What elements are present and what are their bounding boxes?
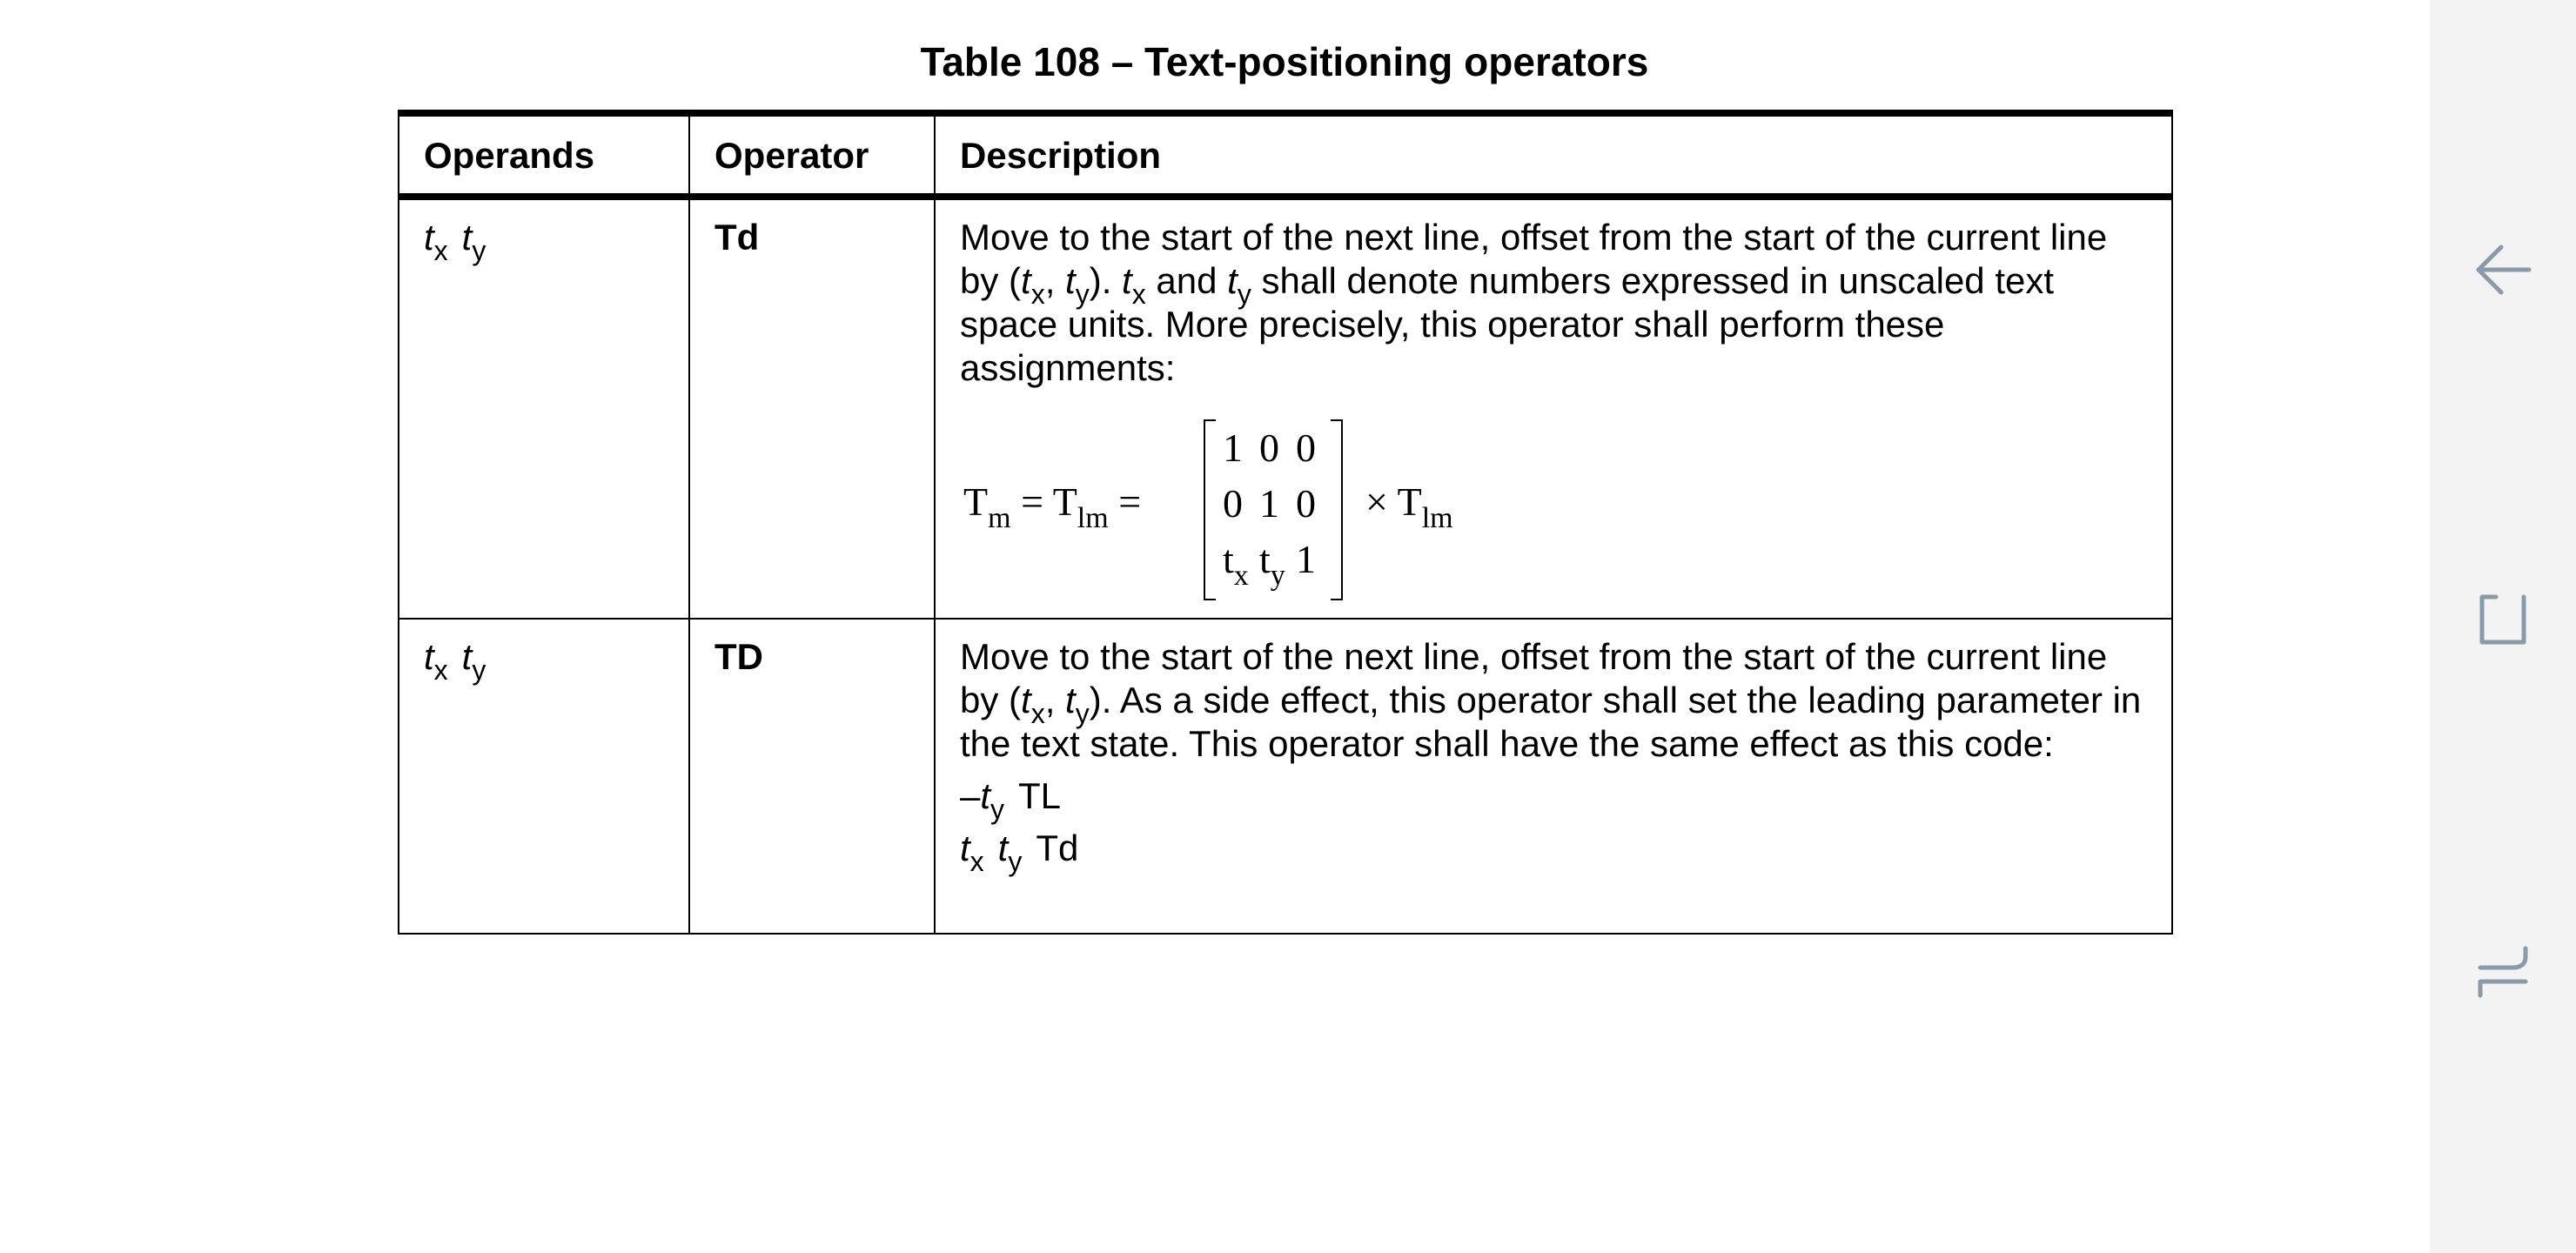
- matrix-cell: 1: [1223, 425, 1243, 470]
- recent-apps-icon: [2472, 585, 2534, 654]
- code-line: $-t_y$ TL: [960, 775, 1062, 825]
- table-row: [399, 619, 2172, 934]
- matrix-cell: $t_y$: [1259, 537, 1285, 592]
- description-cell: Move to the start of the next line, offset from the start of the current line by ($t_x$, $t_y$). As a side effect, this operator shall set the leading parameter in the text state. This operator shall have the same effect as this code: $-t_y$ TL $t_x$ $t_y$ Td: [935, 619, 2172, 934]
- home-icon: [2472, 938, 2534, 1008]
- matrix-lhs: $T_m = T_{lm}$ =: [963, 479, 1142, 534]
- table-caption: Table 108 – Text-positioning operators: [920, 39, 1649, 84]
- matrix-cell: $t_x$: [1223, 537, 1249, 592]
- navigation-bar: [2430, 0, 2576, 1253]
- back-button[interactable]: [2472, 235, 2534, 305]
- operands-cell: $t_x$ $t_y$: [399, 197, 689, 619]
- matrix-cell: 1: [1259, 481, 1279, 526]
- operator-cell: TD: [689, 619, 935, 934]
- home-button[interactable]: [2472, 938, 2534, 1008]
- matrix-rhs: × $T_{lm}$: [1365, 479, 1453, 534]
- matrix-cell: 0: [1259, 425, 1279, 470]
- matrix-cell: 0: [1296, 425, 1316, 470]
- description-cell: Move to the start of the next line, offset from the start of the current line by ($t_x$, $t_y$). $t_x$ and $t_y$ shall denote numbers expressed in unscaled text space units. More precisely, this operator shall perform these assignments: $T_m = T_{lm}$ = 1 0 0 0 1 0 $t_x$ $t_y$ 1 × $T_{lm}$: [935, 197, 2172, 619]
- header-operands: Operands: [399, 113, 689, 197]
- operands-cell: $t_x$ $t_y$: [399, 619, 689, 934]
- header-operator: Operator: [689, 113, 935, 197]
- matrix-cell: 0: [1296, 481, 1316, 526]
- operators-table: [398, 110, 2173, 935]
- table-row: [399, 197, 2172, 619]
- operator-cell: Td: [689, 197, 935, 619]
- back-icon: [2472, 235, 2534, 305]
- recent-apps-button[interactable]: [2472, 585, 2534, 654]
- matrix-cell: 0: [1223, 481, 1243, 526]
- matrix-cell: 1: [1296, 537, 1316, 581]
- table-header-row: [399, 113, 2172, 197]
- matrix-equation: [960, 419, 2147, 602]
- matrix-brackets: [1204, 419, 1343, 599]
- code-line: $t_x$ $t_y$ Td: [960, 828, 1079, 877]
- header-description: Description: [935, 113, 2172, 197]
